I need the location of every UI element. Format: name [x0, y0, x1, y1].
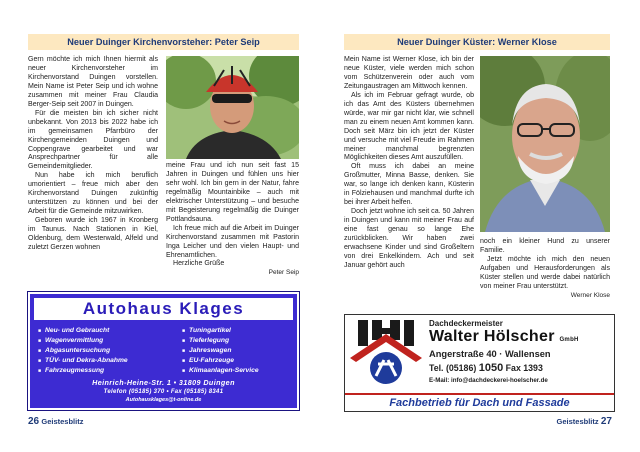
list-item: ■ EU-Fahrzeuge [182, 356, 259, 366]
ad-email[interactable]: Autohausklages@t-online.de [125, 397, 202, 403]
page-footer-left [28, 416, 83, 427]
ad-address: Angerstraße 40 · Wallensen [429, 349, 551, 359]
paragraph: Gern möchte ich mich Ihnen hiermit als neuer Kirchenvorsteher im Kirchenvorstand Duingen vorstellen. Mein Name ist Peter Seip und ich wohne zusammen mit meiner Frau Claudia Berger-Seip seit 2007 in Duingen. [28, 56, 158, 108]
ad-phone [429, 362, 543, 374]
paragraph: Ich freue mich auf die Arbeit im Duinger Kirchenvorstand zusammen mit Pastorin Inga Leicher und den vielen Haupt- und Ehrenamtlichen. [166, 224, 299, 259]
paragraph: Für die meisten bin ich sicher nicht unbekannt. Von 2013 bis 2022 habe ich im gemeinsamen Pfarrbüro der Kirchengemeinden Duingen und Coppengrave gearbeitet und war Ansprechpartner für alle Gemeindemitglieder. [28, 109, 158, 171]
fax: Fax 1393 [505, 363, 543, 373]
list-item: ■ Neu- und Gebraucht [38, 326, 128, 336]
signature: Peter Seip [268, 269, 299, 277]
list-item: ■ TÜV- und Dekra-Abnahme [38, 356, 128, 366]
list-item: ■ Klimaanlagen-Service [182, 366, 259, 376]
magazine-name: Geistesblitz [556, 417, 599, 426]
portrait-photo-werner-klose [480, 56, 610, 232]
tel-number: 1050 [478, 362, 504, 374]
list-item: ■ Jahreswagen [182, 346, 259, 356]
company-name: Walter Hölscher [429, 328, 555, 345]
paragraph: meine Frau und ich nun seit fast 15 Jahren in Duingen und fühlen uns hier sehr wohl. Ich bin gern in der Natur, fahre regelmäßig Mountainbike – auch mit elektrischer Unterstützung – und besuche mit Begeisterung regelmäßig die Duinger Pottlandsauna. [166, 162, 299, 223]
company-suffix: GmbH [559, 337, 579, 343]
ad-walter-hoelscher[interactable] [344, 314, 615, 412]
list-item: ■ Fahrzeugmessung [38, 366, 128, 376]
paragraph: Geboren wurde ich 1967 in Kronberg im Taunus. Nach Stationen in Kiel, Oldenburg, dem Westerwald, Alfeld und zuletzt Gerzen wohnen [28, 217, 158, 252]
paragraph: Jetzt möchte ich mich den neuen Aufgaben und Herausforderungen als Küster stellen und werde dabei natürlich von meiner Frau unterstützt. [480, 255, 610, 290]
paragraph: Nun habe ich mich beruflich umorientiert – freue mich aber den Kirchenvorstand Duingen zukünftig unterstützen zu können und bei der Arbeit für die Gemeinde mitzuwirken. [28, 172, 158, 216]
ad-slogan: Fachbetrieb für Dach und Fassade [345, 393, 614, 409]
ad-email[interactable]: E-Mail: info@dachdeckerei-hoelscher.de [429, 377, 548, 384]
page-right [320, 0, 640, 452]
paragraph: Oft muss ich dabei an meine Großmutter, Minna Basse, denken. Sie war, so lange ich denken kann, Küsterin in Fölziehausen und manchmal durfte ich bei ihrer Arbeit helfen. [344, 163, 474, 207]
paragraph: noch ein kleiner Hund zu unserer Familie. [480, 238, 610, 254]
ad-autohaus-klages[interactable] [28, 292, 299, 410]
page-number: 27 [600, 416, 612, 427]
ad-services-left [38, 326, 128, 376]
tel-label: Tel. (05186) [429, 363, 477, 373]
ad-address: Heinrich-Heine-Str. 1 • 31809 Duingen [92, 378, 235, 387]
paragraph: Doch jetzt wohne ich seit ca. 50 Jahren in Duingen und kann mit meiner Frau auf eine fast genau so lange Ehe zurückblicken. Wir haben zwei erwachsene Kinder und sind Großeltern von drei Enkelkindern. Ach und seit Januar gehört auch [344, 208, 474, 269]
headline-kirchenvorsteher: Neuer Duinger Kirchenvorsteher: Peter Seip [28, 34, 299, 50]
closing: Herzliche Grüße [173, 260, 225, 268]
article-col-2 [166, 162, 299, 278]
page-footer-right [557, 416, 612, 427]
ad-brand: Autohaus Klages [34, 298, 293, 320]
list-item: ■ Tuningartikel [182, 326, 259, 336]
paragraph: Als ich im Februar gefragt wurde, ob ich das Amt des Küsters übernehmen würde, war mir gar nicht klar, wie schnell man zu einem neuen Amt kommen kann. Doch seit März bin ich jetzt der Küster und versuche mit viel Freude im Rahmen meiner manchmal begrenzten Möglichkeiten dieses Amt auszufüllen. [344, 91, 474, 162]
headline-kuester: Neuer Duinger Küster: Werner Klose [344, 34, 610, 50]
list-item: ■ Abgasuntersuchung [38, 346, 128, 356]
ad-company-name [429, 328, 579, 346]
ad-title: Dachdeckermeister [429, 319, 503, 328]
article-col-1 [344, 56, 474, 271]
list-item: ■ Tieferlegung [182, 336, 259, 346]
article-col-1 [28, 56, 158, 253]
list-item: ■ Wagenvermittlung [38, 336, 128, 346]
page-number: 26 [28, 416, 40, 427]
signature: Werner Klose [570, 291, 610, 299]
portrait-photo-peter-seip [166, 56, 299, 159]
magazine-name: Geistesblitz [41, 417, 84, 426]
ad-phone: Telefon (05185) 370 • Fax (05185) 8341 [103, 389, 224, 395]
article-col-2 [480, 238, 610, 301]
roofer-logo-icon [348, 318, 424, 386]
paragraph: Mein Name ist Werner Klose, ich bin der neue Küster, viele werden mich schon vom Schützenverein oder auch vom Zeitungaustragen am Mittwoch kennen. [344, 56, 474, 90]
ad-services-right [182, 326, 259, 376]
